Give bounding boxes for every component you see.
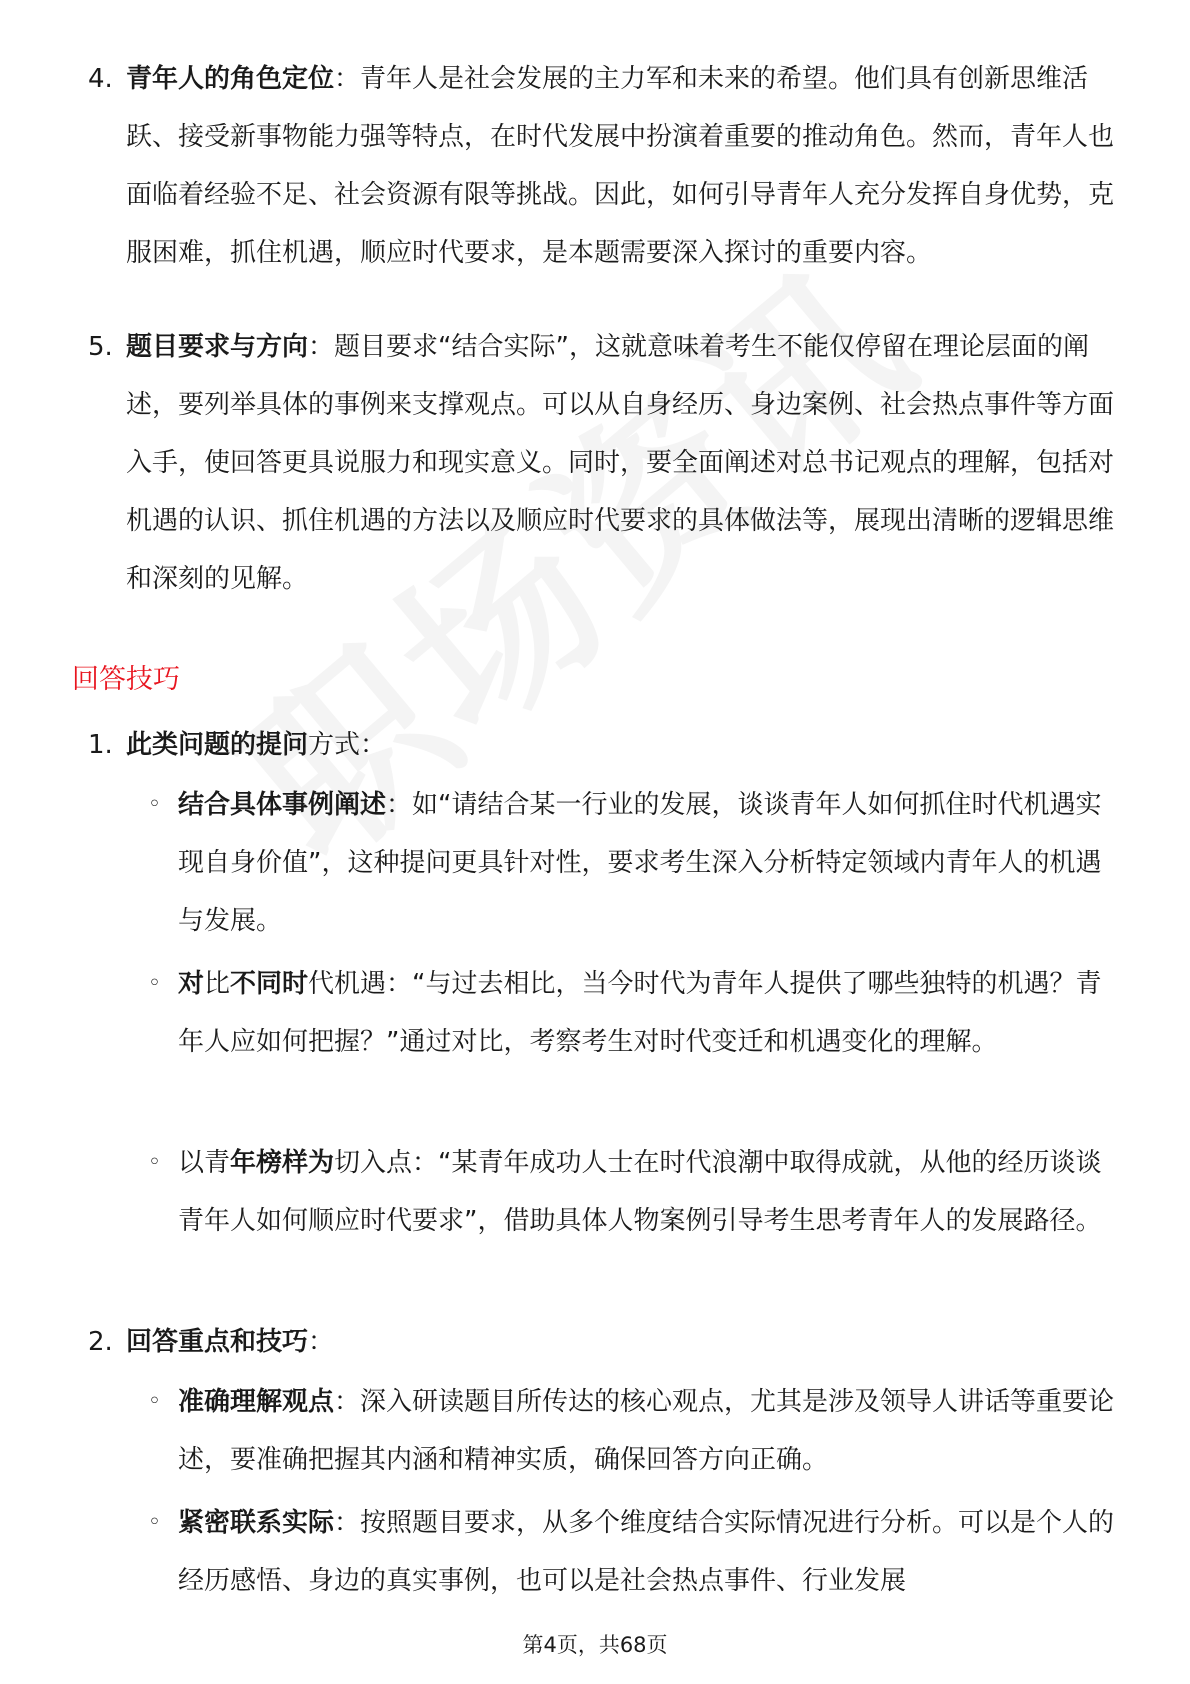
sub-item-body: ：深入研读题目所传达的核心观点，尤其是涉及领导人讲话等重要论述，要准确把握其内涵和精神实质，确保回答方向正确。 bbox=[178, 1387, 1115, 1475]
list-number: 5. bbox=[88, 332, 113, 362]
sub-item-heading: 准确理解观点 bbox=[178, 1387, 335, 1417]
sub-item-pre: 以青 bbox=[178, 1148, 231, 1178]
sub-item-heading-pre: 对 bbox=[178, 969, 205, 999]
list-item-text bbox=[126, 1313, 1126, 1371]
list-item-body: ：青年人是社会发展的主力军和未来的希望。他们具有创新思维活跃、接受新事物能力强等特点，在时代发展中扮演着重要的推动角色。然而，青年人也面临着经验不足、社会资源有限等挑战。因此，如何引导青年人充分发挥自身优势，克服困难，抓住机遇，顺应时代要求，是本题需要深入探讨的重要内容。 bbox=[126, 64, 1115, 268]
sub-item-heading: 结合具体事例阐述 bbox=[178, 790, 387, 820]
sub-item-text bbox=[178, 1373, 1118, 1489]
section-heading: 回答技巧 bbox=[72, 664, 180, 695]
list-item-text bbox=[126, 50, 1126, 282]
sub-item-heading: 紧密联系实际 bbox=[178, 1508, 335, 1538]
sub-item-heading: 年榜样为 bbox=[230, 1148, 335, 1178]
bullet-circle-icon: ◦ bbox=[148, 971, 161, 996]
sub-item-text bbox=[178, 776, 1118, 950]
list-item-heading: 题目要求与方向 bbox=[126, 332, 309, 362]
sub-item-heading: 不同时 bbox=[230, 969, 309, 999]
sub-item-body: 切入点：“某青年成功人士在时代浪潮中取得成就，从他的经历谈谈青年人如何顺应时代要求”，借助具体人物案例引导考生思考青年人的发展路径。 bbox=[178, 1148, 1102, 1236]
bullet-circle-icon: ◦ bbox=[148, 1510, 161, 1535]
list-item-body: ：题目要求“结合实际”，这就意味着考生不能仅停留在理论层面的阐述，要列举具体的事例来支撑观点。可以从自身经历、身边案例、社会热点事件等方面入手，使回答更具说服力和现实意义。同时，要全面阐述对总书记观点的理解，包括对机遇的认识、抓住机遇的方法以及顺应时代要求的具体做法等，展现出清晰的逻辑思维和深刻的见解。 bbox=[126, 332, 1115, 594]
sub-item-text bbox=[178, 955, 1118, 1071]
sub-item-mid: 比 bbox=[204, 969, 231, 999]
list-item-heading: 此类问题的提问 bbox=[126, 730, 309, 760]
sub-item-body: 代机遇：“与过去相比，当今时代为青年人提供了哪些独特的机遇？青年人应如何把握？”通过对比，考察考生对时代变迁和机遇变化的理解。 bbox=[178, 969, 1102, 1057]
bullet-circle-icon: ◦ bbox=[148, 1389, 161, 1414]
list-number: 1. bbox=[88, 730, 113, 760]
bullet-circle-icon: ◦ bbox=[148, 1150, 161, 1175]
sub-item-text bbox=[178, 1494, 1118, 1610]
sub-item-text bbox=[178, 1134, 1118, 1250]
list-item-body: 方式： bbox=[308, 730, 387, 760]
list-item-heading: 青年人的角色定位 bbox=[126, 64, 335, 94]
list-item-text bbox=[126, 318, 1126, 608]
list-number: 4. bbox=[88, 64, 113, 94]
sub-item-body: ：按照题目要求，从多个维度结合实际情况进行分析。可以是个人的经历感悟、身边的真实事例，也可以是社会热点事件、行业发展 bbox=[178, 1508, 1115, 1596]
page-number: 第4页，共68页 bbox=[522, 1633, 668, 1657]
list-item-heading: 回答重点和技巧 bbox=[126, 1327, 309, 1357]
list-item-text bbox=[126, 716, 1126, 774]
sub-item-body: ：如“请结合某一行业的发展，谈谈青年人如何抓住时代机遇实现自身价值”，这种提问更具针对性，要求考生深入分析特定领域内青年人的机遇与发展。 bbox=[178, 790, 1102, 936]
list-item-body: ： bbox=[308, 1327, 335, 1357]
list-number: 2. bbox=[88, 1327, 113, 1357]
bullet-circle-icon: ◦ bbox=[148, 792, 161, 817]
